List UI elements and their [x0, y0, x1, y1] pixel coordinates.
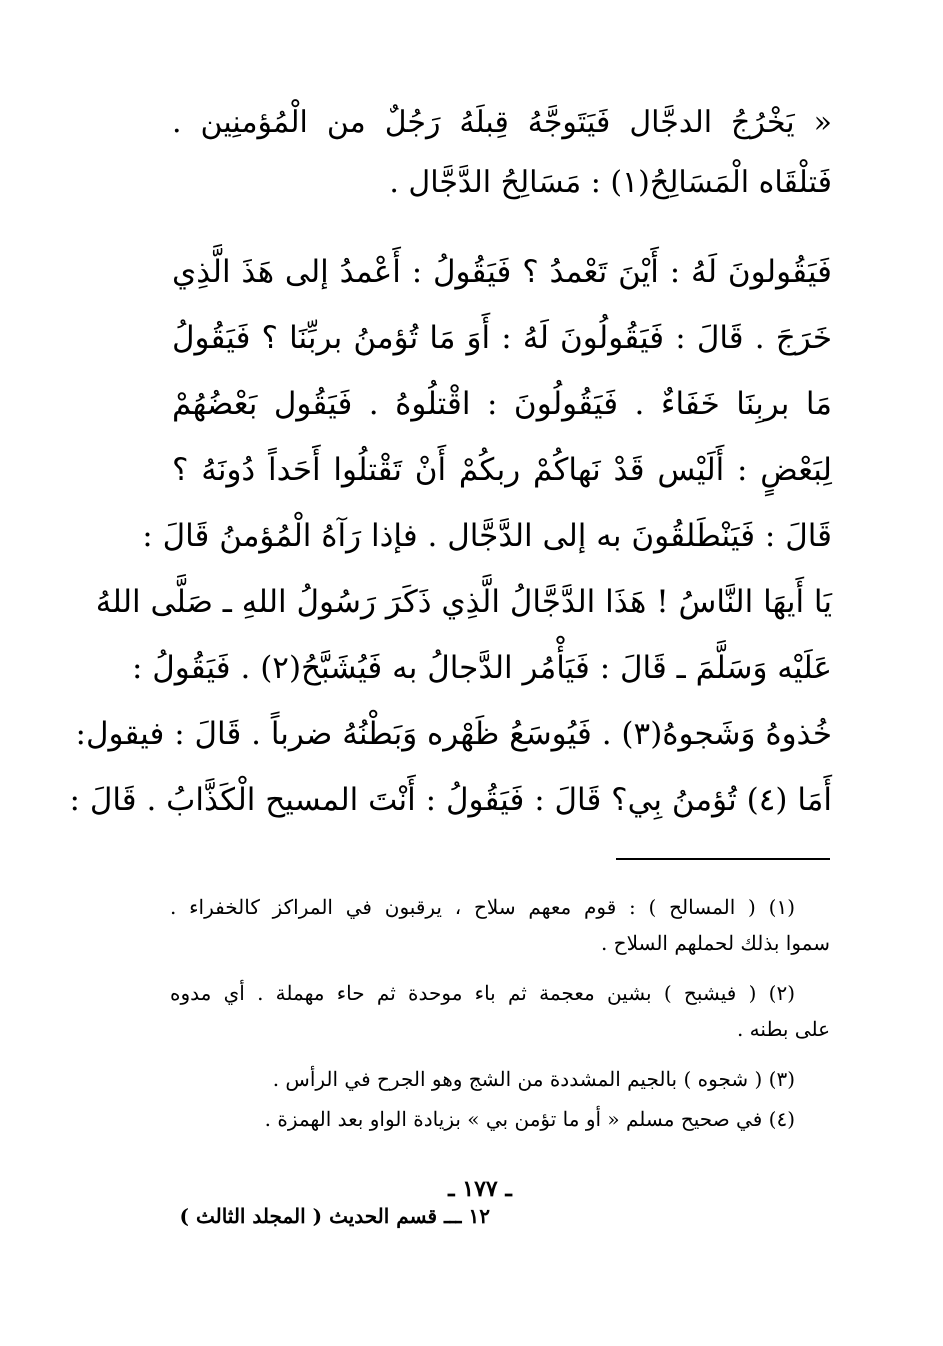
footnote-2	[170, 976, 830, 1056]
footnote-line: (١) ( المسالح ) : قوم معهم سلاح ، يرقبون في المراكز كالخفراء .	[170, 895, 795, 919]
body-line: فَيَقُولونَ لَهُ : أَيْنَ تَعْمدُ ؟ فَيَقُولُ : أَعْمدُ إلى هَذَ الَّذِي	[172, 254, 832, 290]
body-line: مَا بربِنَا خَفَاءٌ . فَيَقُولُونَ : اقْتلُوهُ . فَيَقُول بَعْضُهُمْ	[172, 386, 832, 422]
footnote-4	[170, 1102, 795, 1138]
body-line: عَلَيْه وَسَلَّمَ ـ قَالَ : فَيَأْمُر الدَّجالُ به فَيُشَبَّحُ(٢) . فَيَقُولُ :	[131, 650, 832, 686]
body-line: خُذوهُ وَشَجوهُ(٣) . فَيُوسَعُ ظَهْره وَبَطْنُهُ ضرباً . قَالَ : فيقول:	[75, 716, 832, 752]
footnote-3	[170, 1062, 795, 1098]
body-text	[69, 240, 832, 840]
volume-footer: ١٢ ـــ قسم الحديث ( المجلد الثالث )	[179, 1204, 490, 1228]
body-line: يَا أَيهَا النَّاسُ ! هَذَا الدَّجَّالُ الَّذِي ذَكَرَ رَسُولُ اللهِ ـ صَلَّى اللهُ	[95, 584, 832, 620]
hadith-quote	[172, 94, 832, 214]
footnote-line: سموا بذلك لحملهم السلاح .	[600, 931, 830, 955]
body-line: قَالَ : فَيَنْطَلقُونَ به إلى الدَّجَّال . فإذا رَآهُ الْمُؤمنُ قَالَ :	[142, 518, 832, 554]
footnote-1	[170, 890, 830, 970]
footnote-divider	[616, 858, 830, 860]
quote-line: فَتلْقَاه الْمَسَالِحُ(١) : مَسَالِحُ الدَّجَّال .	[389, 165, 832, 200]
footnote-line: (٢) ( فيشبح ) بشين معجمة ثم باء موحدة ثم حاء مهملة . أي مدوه	[170, 981, 795, 1005]
footnote-line: على بطنه .	[736, 1017, 830, 1041]
body-line: لِبَعْضٍ : أَلَيْس قَدْ نَهاكُمْ ربكُمْ أَنْ تَقْتلُوا أَحَداً دُونَهُ ؟	[172, 452, 832, 488]
body-line: خَرَجَ . قَالَ : فَيَقُولُونَ لَهُ : أَوَ مَا تُؤمنُ بربِّنَا ؟ فَيَقُولُ	[172, 320, 832, 356]
footnote-line: (٤) في صحيح مسلم « أو ما تؤمن بي » بزيادة الواو بعد الهمزة .	[264, 1107, 795, 1131]
body-line: أَمَا (٤) تُؤمنُ بِي؟ قَالَ : فَيَقُولُ : أَنْتَ المسيح الْكَذَّابُ . قَالَ :	[69, 782, 832, 818]
quote-line: « يَخْرُجُ الدجَّال فَيَتَوجَّهُ قِبلَهُ رَجُلٌ من الْمُؤمنِين .	[172, 105, 832, 140]
footnote-line: (٣) ( شجوه ) بالجيم المشددة من الشج وهو الجرح في الرأس .	[272, 1067, 795, 1091]
page-number: ـ ١٧٧ ـ	[448, 1176, 512, 1202]
